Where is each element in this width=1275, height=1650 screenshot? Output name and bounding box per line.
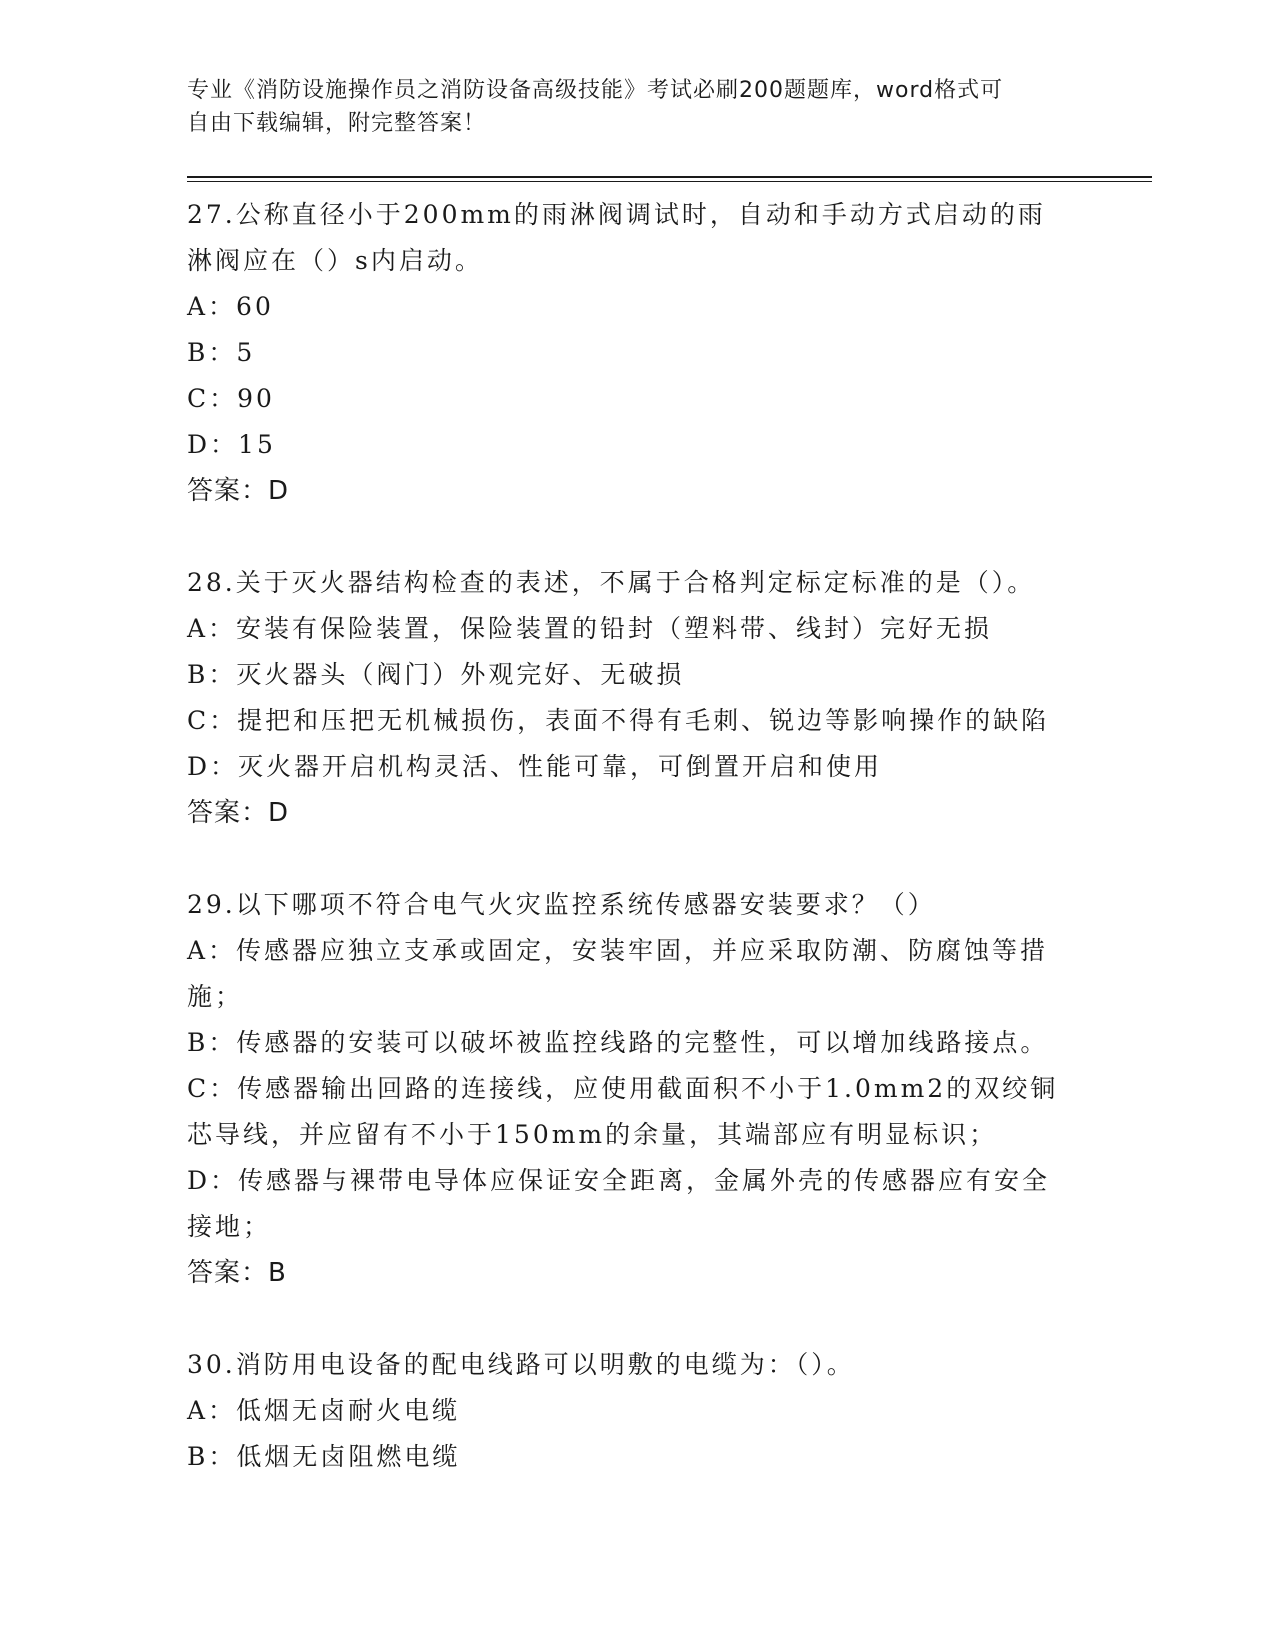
option-c: C：传感器输出回路的连接线，应使用截面积不小于1.0mm2的双绞铜芯导线，并应留有不小于150mm的余量，其端部应有明显标识； <box>187 1074 1059 1149</box>
answer-label: 答案：B <box>187 1258 287 1288</box>
answer-label: 答案：D <box>187 798 290 828</box>
option-d: D：15 <box>187 430 276 459</box>
question-27 <box>187 192 1067 514</box>
option-a: A：60 <box>187 292 274 321</box>
question-28 <box>187 560 1067 836</box>
header-line-2: 自由下载编辑，附完整答案！ <box>187 111 487 136</box>
header-line-1: 专业《消防设施操作员之消防设备高级技能》考试必刷200题题库，word格式可 <box>187 78 1004 103</box>
question-stem: 29.以下哪项不符合电气火灾监控系统传感器安装要求？（） <box>187 890 936 919</box>
option-b: B：传感器的安装可以破坏被监控线路的完整性，可以增加线路接点。 <box>187 1028 1049 1057</box>
question-list <box>187 192 1067 1480</box>
document-header <box>187 74 1067 140</box>
option-b: B：5 <box>187 338 256 367</box>
question-stem: 27.公称直径小于200mm的雨淋阀调试时，自动和手动方式启动的雨淋阀应在（）s内启动。 <box>187 200 1046 275</box>
question-stem: 28.关于灭火器结构检查的表述，不属于合格判定标定标准的是（）。 <box>187 568 1036 597</box>
option-c: C：90 <box>187 384 275 413</box>
question-30 <box>187 1342 1067 1480</box>
option-c: C：提把和压把无机械损伤，表面不得有毛刺、锐边等影响操作的缺陷 <box>187 706 1050 735</box>
question-29 <box>187 882 1067 1296</box>
header-divider <box>187 176 1152 184</box>
option-b: B：低烟无卤阻燃电缆 <box>187 1442 461 1471</box>
question-stem: 30.消防用电设备的配电线路可以明敷的电缆为：（）。 <box>187 1350 855 1379</box>
option-a: A：安装有保险装置，保险装置的铅封（塑料带、线封）完好无损 <box>187 614 993 643</box>
option-d: D：灭火器开启机构灵活、性能可靠，可倒置开启和使用 <box>187 752 883 781</box>
option-a: A：传感器应独立支承或固定，安装牢固，并应采取防潮、防腐蚀等措施； <box>187 936 1049 1011</box>
option-a: A：低烟无卤耐火电缆 <box>187 1396 461 1425</box>
option-b: B：灭火器头（阀门）外观完好、无破损 <box>187 660 685 689</box>
option-d: D：传感器与裸带电导体应保证安全距离，金属外壳的传感器应有安全接地； <box>187 1166 1051 1241</box>
answer-label: 答案：D <box>187 476 290 506</box>
